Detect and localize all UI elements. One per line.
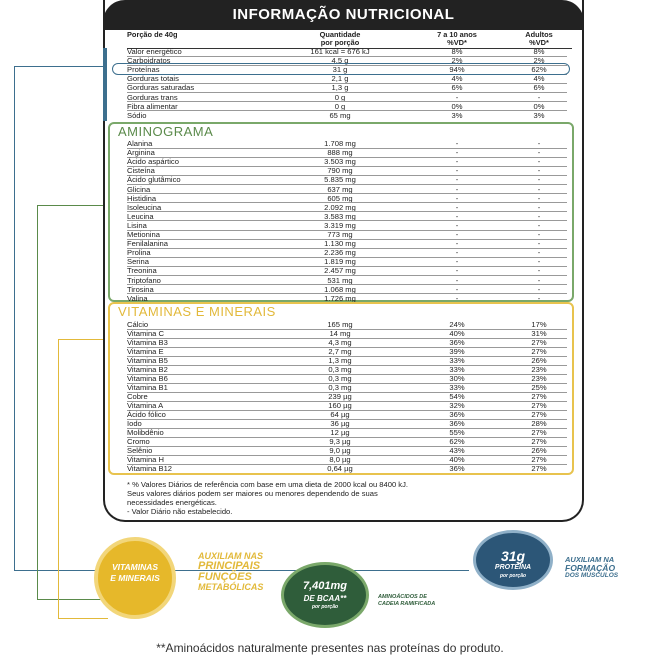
nutrient-adults-vd: 27% (531, 347, 547, 356)
nutrient-kids-vd: 55% (449, 428, 465, 437)
nutrient-name: Ácido fólico (127, 410, 166, 419)
nutrient-adults-vd: - (537, 202, 541, 212)
nutrient-kids-vd: 33% (449, 383, 465, 392)
nutrient-adults-vd: 23% (531, 365, 547, 374)
nutrient-qty: 3.319 mg (324, 220, 356, 230)
nutrient-qty: 0,3 mg (328, 383, 352, 392)
nutrient-qty: 637 mg (327, 184, 353, 194)
nutrient-kids-vd: - (455, 239, 459, 249)
nutrient-name: Vitamina B3 (127, 338, 168, 347)
nutrient-qty: 12 µg (330, 428, 350, 437)
proteina-badge-l1: 31g (500, 548, 526, 564)
nutrient-name: Arginina (127, 148, 155, 158)
nutrient-name: Lisina (127, 220, 147, 230)
nutrient-adults-vd: - (537, 139, 541, 148)
nutrient-name: Tirosina (127, 284, 154, 294)
nutrient-adults-vd: 17% (531, 320, 547, 329)
nutrient-adults-vd: - (537, 239, 541, 249)
header-qty-2: por porção (320, 38, 360, 47)
nutrient-adults-vd: - (537, 175, 541, 185)
nutrient-adults-vd: 25% (531, 383, 547, 392)
nutrient-adults-vd: 27% (531, 437, 547, 446)
nutrient-kids-vd: - (455, 293, 459, 303)
nutrient-qty: 3.503 mg (324, 157, 356, 167)
proteina-badge-l2: PROTEÍNA (494, 564, 532, 571)
protein-highlight (112, 63, 570, 75)
nutrient-kids-vd: - (455, 92, 459, 102)
vitaminas-badge-l1: VITAMINAS (111, 562, 159, 572)
nutrient-kids-vd: - (455, 139, 459, 148)
nutrient-adults-vd: 0% (533, 101, 545, 111)
nutrient-kids-vd: - (455, 257, 459, 267)
nutrient-kids-vd: 3% (451, 110, 463, 120)
footnote-1: * % Valores Diários de referência com base em uma dieta de 2000 kcal ou 8400 kJ. (127, 480, 408, 489)
proteina-side-l3: DOS MÚSCULOS (565, 572, 619, 579)
bcaa-side-l2: CADEIA RAMIFICADA (378, 601, 436, 607)
nutrient-qty: 605 mg (327, 193, 353, 203)
header-adults-1: Adultos (525, 30, 553, 39)
nutrient-name: Glicina (127, 184, 151, 194)
nutrient-name: Leucina (127, 211, 154, 221)
nutrient-kids-vd: - (455, 230, 459, 239)
nutrient-qty: 773 mg (327, 230, 353, 239)
nutrient-qty: 160 µg (328, 401, 352, 410)
nutrient-qty: 2.092 mg (324, 202, 356, 212)
nutrient-kids-vd: - (455, 193, 459, 203)
nutrient-kids-vd: 62% (449, 437, 465, 446)
nutrient-qty: 3.583 mg (324, 211, 356, 221)
nutrient-name: Vitamina B12 (127, 464, 173, 473)
nutrient-name: Carboidratos (127, 56, 171, 66)
nutrient-adults-vd: 27% (531, 410, 547, 419)
nutrient-adults-vd: 31% (531, 329, 547, 338)
nutrient-name: Cálcio (127, 320, 149, 329)
nutrient-qty: 0,3 mg (328, 365, 352, 374)
vitaminas-side-l1: AUXILIAM NAS (198, 551, 263, 561)
nutrient-kids-vd: 2% (451, 56, 463, 66)
nutrient-qty: 0,64 µg (327, 464, 353, 473)
table-row (127, 464, 567, 473)
nutrient-kids-vd: - (455, 275, 459, 285)
nutrient-kids-vd: 32% (449, 401, 465, 410)
nutrient-name: Vitamina B1 (127, 383, 168, 392)
nutrient-name: Cisteína (127, 166, 155, 176)
nutrient-kids-vd: 40% (449, 455, 465, 464)
nutrient-name: Treonina (127, 266, 157, 276)
nutrient-adults-vd: - (537, 92, 541, 102)
nutrient-name: Vitamina H (127, 455, 165, 464)
nutrient-qty: 36 µg (330, 419, 350, 428)
nutrient-kids-vd: - (455, 166, 459, 176)
nutrient-kids-vd: 94% (449, 65, 465, 75)
nutrient-adults-vd: - (537, 284, 541, 294)
nutrient-name: Sódio (127, 110, 147, 120)
nutrient-qty: 161 kcal = 676 kJ (310, 47, 370, 56)
nutrient-kids-vd: - (455, 157, 459, 167)
nutrient-name: Gorduras totais (127, 74, 179, 84)
bcaa-side-l1: AMINOÁCIDOS DE (378, 594, 427, 600)
nutrient-qty: 239 µg (328, 392, 352, 401)
nutrient-qty: 1.130 mg (324, 239, 356, 249)
header-qty-1: Quantidade (319, 30, 361, 39)
nutrient-adults-vd: 26% (531, 356, 547, 365)
nutrient-kids-vd: - (455, 148, 459, 158)
nutrient-adults-vd: - (537, 230, 541, 239)
nutrient-kids-vd: - (455, 248, 459, 258)
nutrient-adults-vd: 8% (533, 47, 545, 56)
nutrient-adults-vd: - (537, 211, 541, 221)
nutrient-kids-vd: 36% (449, 464, 465, 473)
nutrient-qty: 165 mg (327, 320, 353, 329)
nutrient-adults-vd: - (537, 293, 541, 303)
nutrient-qty: 2.457 mg (324, 266, 356, 276)
nutrient-kids-vd: 33% (449, 365, 465, 374)
nutrient-name: Vitamina B5 (127, 356, 168, 365)
footnote-2: Seus valores diários podem ser maiores ou menores dependendo de suas (127, 489, 378, 498)
nutrient-qty: 31 g (332, 65, 348, 75)
nutrient-qty: 2,1 g (331, 74, 349, 84)
bcaa-badge-l1: 7,401mg (302, 580, 348, 592)
nutrient-kids-vd: 36% (449, 338, 465, 347)
nutrient-kids-vd: 43% (449, 446, 465, 455)
nutrient-adults-vd: 23% (531, 374, 547, 383)
bcaa-badge-l2: DE BCAA** (303, 594, 347, 603)
nutrient-name: Ácido glutâmico (127, 175, 181, 185)
nutrient-adults-vd: 27% (531, 455, 547, 464)
proteina-side-l1: AUXILIAM NA (565, 555, 615, 564)
footnote-4: - Valor Diário não estabelecido. (127, 507, 233, 516)
nutrient-name: Ácido aspártico (127, 157, 179, 167)
nutrient-qty: 5.835 mg (324, 175, 356, 185)
nutrient-qty: 8,0 µg (329, 455, 351, 464)
nutrient-name: Isoleucina (127, 202, 162, 212)
header-kids-1: 7 a 10 anos (437, 30, 477, 39)
nutrient-kids-vd: 6% (451, 83, 463, 93)
nutrient-adults-vd: 27% (531, 401, 547, 410)
vitaminas-badge-l2: E MINERAIS (110, 573, 160, 583)
header-kids-2: %VD* (447, 38, 467, 47)
nutrient-name: Vitamina A (127, 401, 164, 410)
nutrient-kids-vd: - (455, 284, 459, 294)
nutrient-kids-vd: 0% (451, 101, 463, 111)
nutrient-kids-vd: - (455, 266, 459, 276)
nutrient-qty: 1.726 mg (324, 293, 356, 303)
nutrient-kids-vd: 4% (451, 74, 463, 84)
nutrient-name: Fenilalanina (127, 239, 168, 249)
nutrient-name: Gorduras saturadas (127, 83, 195, 93)
nutrient-adults-vd: - (537, 220, 541, 230)
nutrient-adults-vd: - (537, 266, 541, 276)
vitaminas-title: VITAMINAS E MINERAIS (118, 304, 276, 319)
nutrient-adults-vd: 27% (531, 392, 547, 401)
proteina-side-l2: FORMAÇÃO (565, 563, 616, 573)
nutrient-name: Vitamina B6 (127, 374, 168, 383)
nutrient-adults-vd: - (537, 148, 541, 158)
nutrient-qty: 65 mg (329, 110, 351, 120)
nutrient-adults-vd: 27% (531, 338, 547, 347)
nutrient-kids-vd: 36% (449, 410, 465, 419)
nutrient-qty: 9,0 µg (329, 446, 351, 455)
nutrient-adults-vd: 3% (533, 110, 545, 120)
nutrient-kids-vd: 30% (449, 374, 465, 383)
nutrient-adults-vd: - (537, 275, 541, 285)
nutrient-name: Prolina (127, 248, 151, 258)
footnote-3: necessidades energéticas. (127, 498, 217, 507)
nutrient-qty: 2,7 mg (328, 347, 352, 356)
nutrient-adults-vd: 27% (531, 464, 547, 473)
nutrient-adults-vd: 28% (531, 419, 547, 428)
nutrient-kids-vd: 8% (451, 47, 463, 56)
panel-title: INFORMAÇÃO NUTRICIONAL (103, 0, 584, 30)
bottom-note: **Aminoácidos naturalmente presentes nas proteínas do produto. (156, 641, 504, 655)
nutrient-name: Vitamina C (127, 329, 165, 338)
bcaa-badge-l3: por porção (311, 604, 339, 610)
nutrient-name: Iodo (127, 419, 142, 428)
nutrient-name: Alanina (127, 139, 153, 148)
protein-bar (103, 48, 107, 121)
nutrient-qty: 14 mg (329, 329, 351, 338)
aminograma-title: AMINOGRAMA (118, 124, 214, 139)
nutrient-name: Serina (127, 257, 149, 267)
nutrient-qty: 1.819 mg (324, 257, 356, 267)
table-row (127, 111, 567, 120)
nutrient-qty: 0 g (334, 101, 346, 111)
nutrient-name: Cobre (127, 392, 148, 401)
nutrient-name: Molibdênio (127, 428, 164, 437)
nutrient-kids-vd: - (455, 211, 459, 221)
nutrient-name: Triptofano (127, 275, 161, 285)
nutrient-kids-vd: - (455, 220, 459, 230)
nutrient-name: Valina (127, 293, 148, 303)
nutrient-adults-vd: - (537, 166, 541, 176)
nutrient-adults-vd: 62% (531, 65, 547, 75)
nutrient-adults-vd: 6% (533, 83, 545, 93)
nutrient-kids-vd: 33% (449, 356, 465, 365)
nutrient-name: Metionina (127, 230, 160, 239)
vitaminas-side-l2: PRINCIPAIS (198, 560, 261, 572)
nutrient-qty: 0 g (334, 92, 346, 102)
nutrient-kids-vd: - (455, 175, 459, 185)
nutrient-name: Proteínas (127, 65, 160, 75)
nutrient-qty: 1.068 mg (324, 284, 356, 294)
nutrient-kids-vd: 40% (449, 329, 465, 338)
nutrient-qty: 1,3 mg (328, 356, 352, 365)
nutrient-kids-vd: 39% (449, 347, 465, 356)
nutrient-name: Vitamina E (127, 347, 164, 356)
nutrient-qty: 888 mg (327, 148, 353, 158)
nutrient-name: Vitamina B2 (127, 365, 168, 374)
proteina-badge-l3: por porção (499, 573, 527, 579)
nutrient-name: Histidina (127, 193, 157, 203)
nutrient-qty: 4,5 g (331, 56, 349, 66)
nutrient-adults-vd: - (537, 157, 541, 167)
nutrient-qty: 790 mg (327, 166, 353, 176)
nutrient-name: Selênio (127, 446, 153, 455)
nutrient-kids-vd: 36% (449, 419, 465, 428)
nutrient-adults-vd: - (537, 193, 541, 203)
nutrient-adults-vd: - (537, 248, 541, 258)
nutrient-kids-vd: - (455, 184, 459, 194)
nutrient-adults-vd: - (537, 184, 541, 194)
nutrient-adults-vd: - (537, 257, 541, 267)
nutrient-name: Fibra alimentar (127, 101, 178, 111)
nutrient-name: Gorduras trans (127, 92, 178, 102)
nutrient-qty: 0,3 mg (328, 374, 352, 383)
nutrient-qty: 531 mg (327, 275, 353, 285)
nutrient-name: Valor energético (127, 47, 182, 56)
nutrient-adults-vd: 27% (531, 428, 547, 437)
header-adults-2: %VD* (529, 38, 549, 47)
nutrient-qty: 9,3 µg (329, 437, 351, 446)
nutrient-qty: 1,3 g (331, 83, 349, 93)
vitaminas-side-l4: METABÓLICAS (198, 582, 264, 592)
nutrient-qty: 1.708 mg (324, 139, 356, 148)
nutrient-kids-vd: - (455, 202, 459, 212)
nutrient-qty: 2.236 mg (324, 248, 356, 258)
nutrient-kids-vd: 24% (449, 320, 465, 329)
nutrient-adults-vd: 26% (531, 446, 547, 455)
nutrient-adults-vd: 4% (533, 74, 545, 84)
nutrient-adults-vd: 2% (533, 56, 545, 66)
header-portion: Porção de 40g (127, 30, 178, 39)
nutrient-kids-vd: 54% (449, 392, 465, 401)
nutrient-name: Cromo (127, 437, 150, 446)
nutrient-qty: 64 µg (330, 410, 350, 419)
nutrient-qty: 4,3 mg (328, 338, 352, 347)
vitaminas-side-l3: FUNÇÕES (198, 571, 252, 583)
